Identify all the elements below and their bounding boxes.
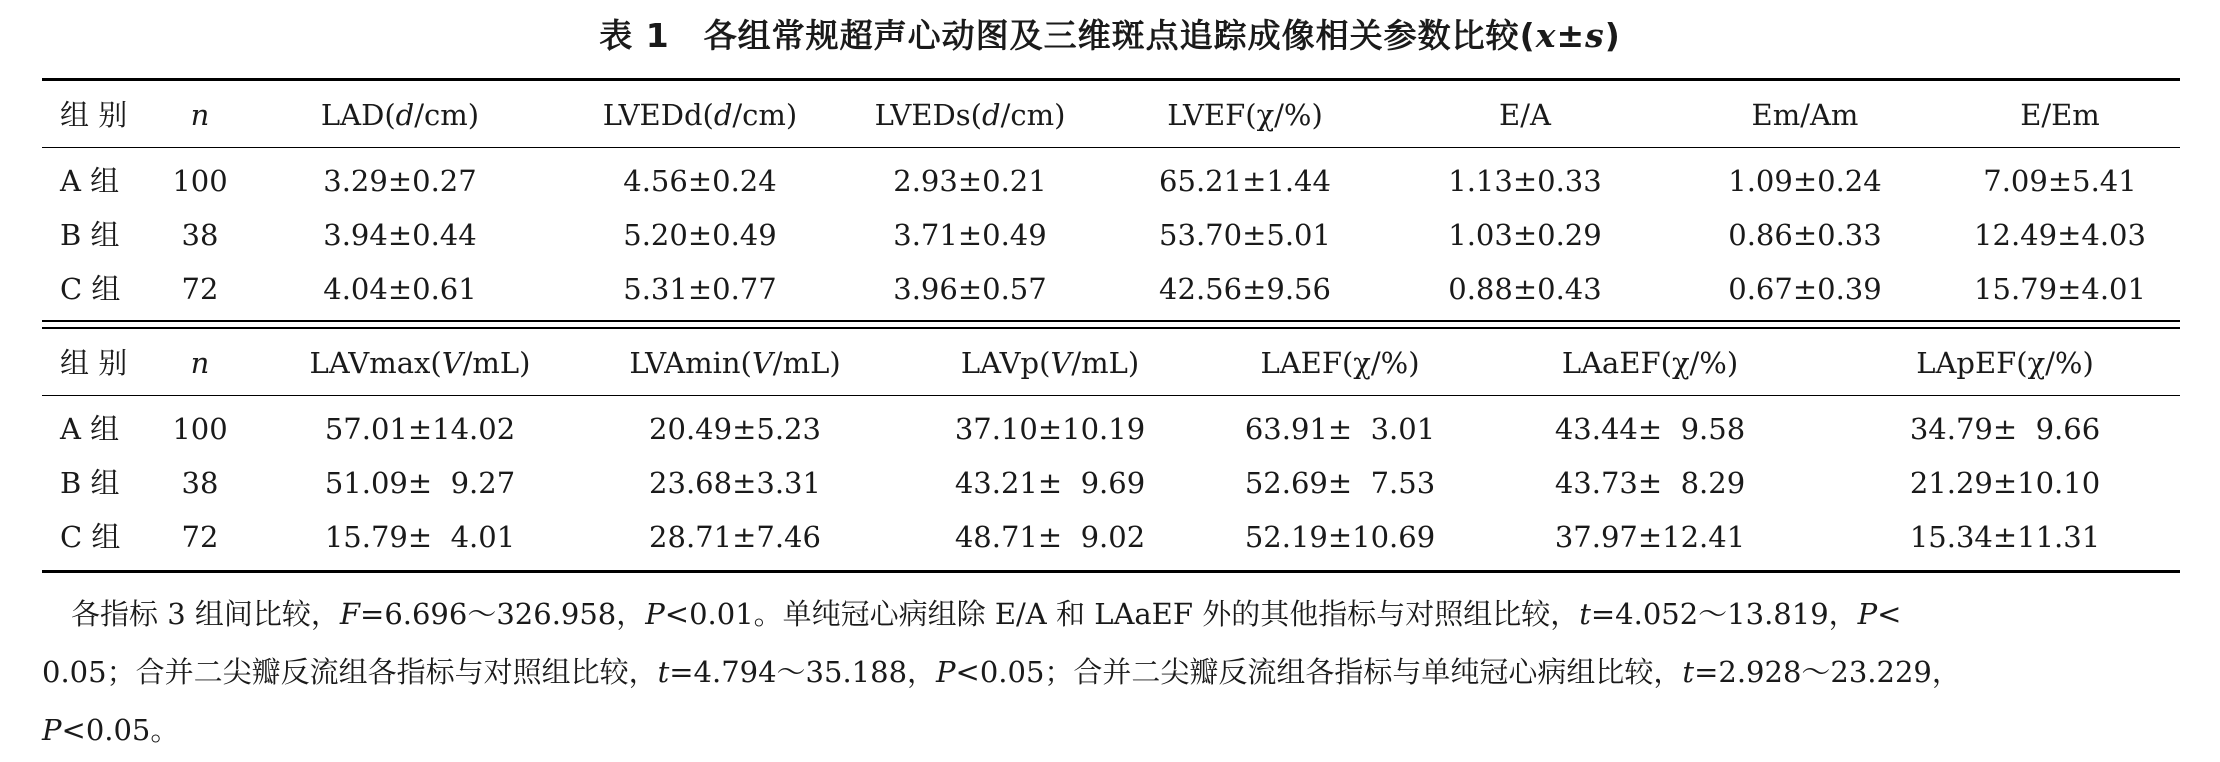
n-value: 72 <box>181 520 219 554</box>
footnote-line-1: 各指标 3 组间比较，F=6.696～326.958，P<0.01。单纯冠心病组除 E/A 和 LAaEF 外的其他指标与对照组比较，t=4.052～13.819，P< <box>42 597 1902 631</box>
header-lapef: LApEF(χ/%) <box>1916 346 2094 380</box>
ea-value: 1.13±0.33 <box>1448 164 1602 198</box>
header-emam: Em/Am <box>1751 98 1859 132</box>
table-footnote <box>42 585 2182 759</box>
header-laef: LAEF(χ/%) <box>1260 346 1420 380</box>
lavp-value: 43.21± 9.69 <box>954 466 1146 500</box>
group-label: B 组 <box>60 466 120 500</box>
table2-row-a <box>0 404 2220 454</box>
lvedd-value: 5.31±0.77 <box>623 272 777 306</box>
eem-value: 15.79±4.01 <box>1974 272 2146 306</box>
table1-row-c <box>0 264 2220 314</box>
table1-header-row <box>0 90 2220 140</box>
emam-value: 0.86±0.33 <box>1728 218 1882 252</box>
lapef-value: 21.29±10.10 <box>1909 466 2101 500</box>
lveds-value: 3.71±0.49 <box>893 218 1047 252</box>
table2-header-row <box>0 338 2220 388</box>
header-rule-2 <box>42 395 2180 396</box>
lapef-value: 34.79± 9.66 <box>1909 412 2101 446</box>
group-label: A 组 <box>60 164 120 198</box>
lveds-value: 2.93±0.21 <box>893 164 1047 198</box>
lvef-value: 65.21±1.44 <box>1159 164 1331 198</box>
header-lvef: LVEF(χ/%) <box>1167 98 1323 132</box>
n-value: 100 <box>172 164 228 198</box>
lavmin-value: 28.71±7.46 <box>649 520 821 554</box>
n-value: 38 <box>181 466 219 500</box>
laaef-value: 43.44± 9.58 <box>1554 412 1746 446</box>
table2-row-c <box>0 512 2220 562</box>
table2-row-b <box>0 458 2220 508</box>
header-lvedd: LVEDd(d/cm) <box>602 98 798 132</box>
lavp-value: 37.10±10.19 <box>954 412 1146 446</box>
lapef-value: 15.34±11.31 <box>1909 520 2101 554</box>
table1-row-b <box>0 210 2220 260</box>
lad-value: 3.29±0.27 <box>323 164 477 198</box>
group-label: B 组 <box>60 218 120 252</box>
header-n: n <box>190 346 210 380</box>
lad-value: 4.04±0.61 <box>323 272 477 306</box>
ea-value: 0.88±0.43 <box>1448 272 1602 306</box>
lvedd-value: 5.20±0.49 <box>623 218 777 252</box>
header-lad: LAD(d/cm) <box>320 98 480 132</box>
title-suffix: ) <box>1604 16 1621 55</box>
lvef-value: 42.56±9.56 <box>1159 272 1331 306</box>
separator-rule-lower <box>42 327 2180 329</box>
eem-value: 12.49±4.03 <box>1974 218 2146 252</box>
group-label: C 组 <box>60 272 121 306</box>
lavp-value: 48.71± 9.02 <box>954 520 1146 554</box>
title-mean-symbol: x <box>1535 16 1557 55</box>
title-pm-symbol: ± <box>1556 16 1586 55</box>
ea-value: 1.03±0.29 <box>1448 218 1602 252</box>
separator-rule-upper <box>42 320 2180 322</box>
lvef-value: 53.70±5.01 <box>1159 218 1331 252</box>
table1-row-a <box>0 156 2220 206</box>
header-ea: E/A <box>1499 98 1551 132</box>
header-lavp: LAVp(V/mL) <box>960 346 1140 380</box>
header-lavmin: LVAmin(V/mL) <box>629 346 841 380</box>
title-sd-symbol: s <box>1585 16 1605 55</box>
table-title <box>0 6 2220 66</box>
eem-value: 7.09±5.41 <box>1983 164 2137 198</box>
group-label: C 组 <box>60 520 121 554</box>
header-laaef: LAaEF(χ/%) <box>1561 346 1739 380</box>
header-group: 组 别 <box>60 98 128 132</box>
header-lveds: LVEDs(d/cm) <box>874 98 1066 132</box>
lavmin-value: 20.49±5.23 <box>649 412 821 446</box>
lad-value: 3.94±0.44 <box>323 218 477 252</box>
laaef-value: 37.97±12.41 <box>1554 520 1746 554</box>
laef-value: 63.91± 3.01 <box>1244 412 1436 446</box>
lavmax-value: 15.79± 4.01 <box>324 520 516 554</box>
group-label: A 组 <box>60 412 120 446</box>
table-title-text: 表 1 各组常规超声心动图及三维斑点追踪成像相关参数比较( <box>599 16 1536 55</box>
lavmin-value: 23.68±3.31 <box>649 466 821 500</box>
header-group: 组 别 <box>60 346 128 380</box>
header-eem: E/Em <box>2020 98 2100 132</box>
laef-value: 52.19±10.69 <box>1244 520 1436 554</box>
top-rule <box>42 78 2180 81</box>
n-value: 38 <box>181 218 219 252</box>
lvedd-value: 4.56±0.24 <box>623 164 777 198</box>
lavmax-value: 57.01±14.02 <box>324 412 516 446</box>
header-rule-1 <box>42 147 2180 148</box>
n-value: 100 <box>172 412 228 446</box>
laef-value: 52.69± 7.53 <box>1244 466 1436 500</box>
lavmax-value: 51.09± 9.27 <box>324 466 516 500</box>
footnote-line-3: P<0.05。 <box>42 713 180 747</box>
emam-value: 0.67±0.39 <box>1728 272 1882 306</box>
bottom-rule <box>42 570 2180 573</box>
n-value: 72 <box>181 272 219 306</box>
emam-value: 1.09±0.24 <box>1728 164 1882 198</box>
header-n: n <box>190 98 210 132</box>
lveds-value: 3.96±0.57 <box>893 272 1047 306</box>
header-lavmax: LAVmax(V/mL) <box>309 346 531 380</box>
laaef-value: 43.73± 8.29 <box>1554 466 1746 500</box>
footnote-line-2: 0.05；合并二尖瓣反流组各指标与对照组比较，t=4.794～35.188，P<0.05；合并二尖瓣反流组各指标与单纯冠心病组比较，t=2.928～23.229， <box>42 655 1961 689</box>
